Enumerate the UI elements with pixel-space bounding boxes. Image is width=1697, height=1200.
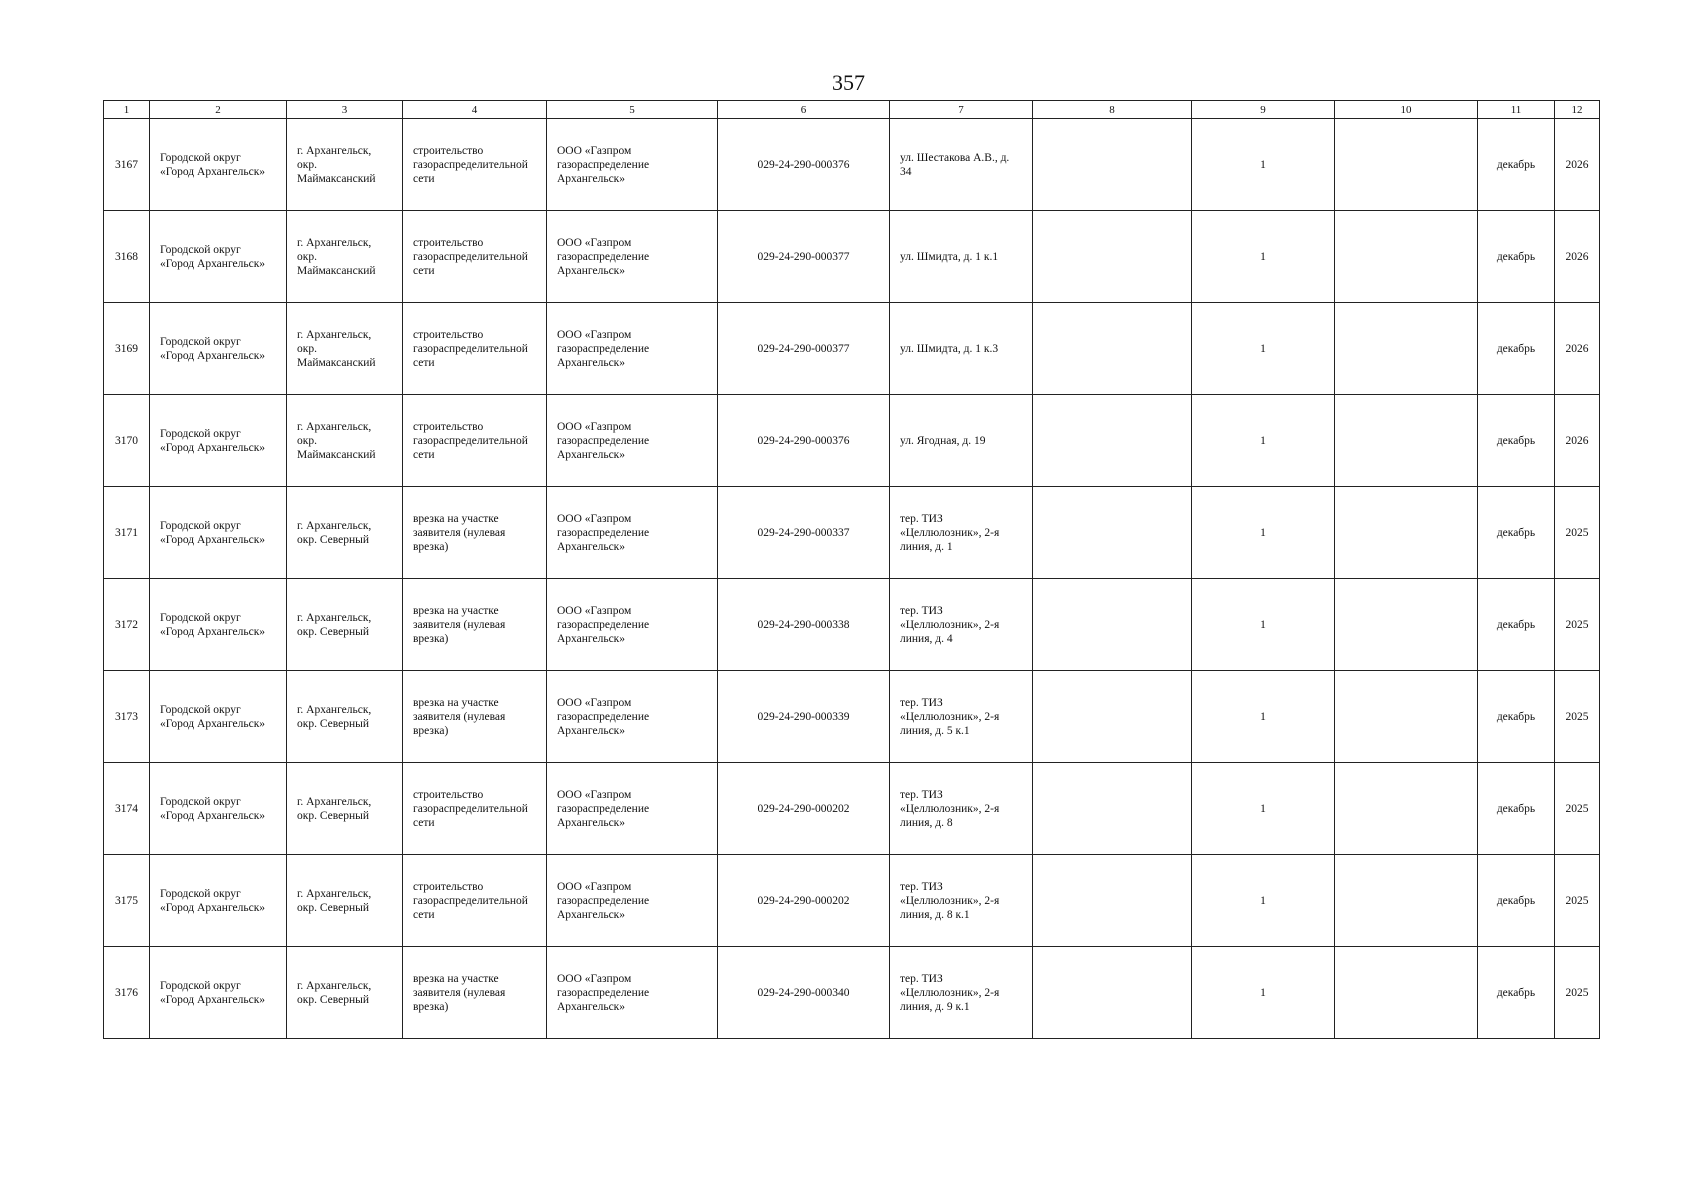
organization-cell: ООО «Газпром газораспределение Архангельск» — [547, 947, 718, 1039]
month-cell: декабрь — [1478, 579, 1555, 671]
code-cell: 029-24-290-000377 — [718, 211, 890, 303]
table-row — [104, 947, 1600, 1039]
address-cell: тер. ТИЗ «Целлюлозник», 2-я линия, д. 1 — [890, 487, 1033, 579]
month-cell: декабрь — [1478, 211, 1555, 303]
empty-cell — [1335, 119, 1478, 211]
table-row — [104, 119, 1600, 211]
month-cell: декабрь — [1478, 763, 1555, 855]
quantity-cell: 1 — [1192, 211, 1335, 303]
code-cell: 029-24-290-000339 — [718, 671, 890, 763]
locality-cell: г. Архангельск, окр. Маймаксанский — [287, 303, 403, 395]
table-row — [104, 855, 1600, 947]
organization-cell: ООО «Газпром газораспределение Архангельск» — [547, 211, 718, 303]
year-cell: 2026 — [1555, 119, 1600, 211]
row-number: 3176 — [104, 947, 150, 1039]
address-cell: тер. ТИЗ «Целлюлозник», 2-я линия, д. 8 к.1 — [890, 855, 1033, 947]
locality-cell: г. Архангельск, окр. Северный — [287, 579, 403, 671]
year-cell: 2025 — [1555, 579, 1600, 671]
month-cell: декабрь — [1478, 947, 1555, 1039]
quantity-cell: 1 — [1192, 119, 1335, 211]
empty-cell — [1033, 303, 1192, 395]
empty-cell — [1033, 671, 1192, 763]
column-number: 2 — [150, 101, 287, 119]
organization-cell: ООО «Газпром газораспределение Архангельск» — [547, 763, 718, 855]
address-cell: тер. ТИЗ «Целлюлозник», 2-я линия, д. 5 к.1 — [890, 671, 1033, 763]
address-cell: тер. ТИЗ «Целлюлозник», 2-я линия, д. 8 — [890, 763, 1033, 855]
month-cell: декабрь — [1478, 487, 1555, 579]
quantity-cell: 1 — [1192, 855, 1335, 947]
column-number-row — [104, 101, 1600, 119]
municipality-cell: Городской округ «Город Архангельск» — [150, 487, 287, 579]
row-number: 3174 — [104, 763, 150, 855]
empty-cell — [1335, 671, 1478, 763]
municipality-cell: Городской округ «Город Архангельск» — [150, 211, 287, 303]
code-cell: 029-24-290-000340 — [718, 947, 890, 1039]
municipality-cell: Городской округ «Город Архангельск» — [150, 763, 287, 855]
organization-cell: ООО «Газпром газораспределение Архангельск» — [547, 119, 718, 211]
column-number: 8 — [1033, 101, 1192, 119]
empty-cell — [1033, 947, 1192, 1039]
column-number: 1 — [104, 101, 150, 119]
row-number: 3173 — [104, 671, 150, 763]
table-row — [104, 211, 1600, 303]
empty-cell — [1335, 211, 1478, 303]
empty-cell — [1033, 487, 1192, 579]
organization-cell: ООО «Газпром газораспределение Архангельск» — [547, 487, 718, 579]
locality-cell: г. Архангельск, окр. Северный — [287, 671, 403, 763]
row-number: 3172 — [104, 579, 150, 671]
year-cell: 2026 — [1555, 395, 1600, 487]
address-cell: ул. Ягодная, д. 19 — [890, 395, 1033, 487]
row-number: 3171 — [104, 487, 150, 579]
row-number: 3167 — [104, 119, 150, 211]
code-cell: 029-24-290-000377 — [718, 303, 890, 395]
quantity-cell: 1 — [1192, 763, 1335, 855]
organization-cell: ООО «Газпром газораспределение Архангельск» — [547, 855, 718, 947]
empty-cell — [1033, 119, 1192, 211]
empty-cell — [1335, 579, 1478, 671]
organization-cell: ООО «Газпром газораспределение Архангельск» — [547, 579, 718, 671]
column-number: 6 — [718, 101, 890, 119]
column-number: 9 — [1192, 101, 1335, 119]
address-cell: тер. ТИЗ «Целлюлозник», 2-я линия, д. 9 к.1 — [890, 947, 1033, 1039]
municipality-cell: Городской округ «Город Архангельск» — [150, 395, 287, 487]
locality-cell: г. Архангельск, окр. Маймаксанский — [287, 395, 403, 487]
work-type-cell: врезка на участке заявителя (нулевая врезка) — [403, 947, 547, 1039]
quantity-cell: 1 — [1192, 303, 1335, 395]
year-cell: 2025 — [1555, 671, 1600, 763]
column-number: 5 — [547, 101, 718, 119]
work-type-cell: врезка на участке заявителя (нулевая врезка) — [403, 487, 547, 579]
code-cell: 029-24-290-000337 — [718, 487, 890, 579]
page-number: 357 — [832, 70, 865, 95]
table-row — [104, 395, 1600, 487]
row-number: 3170 — [104, 395, 150, 487]
locality-cell: г. Архангельск, окр. Северный — [287, 947, 403, 1039]
address-cell: ул. Шмидта, д. 1 к.3 — [890, 303, 1033, 395]
locality-cell: г. Архангельск, окр. Северный — [287, 763, 403, 855]
locality-cell: г. Архангельск, окр. Северный — [287, 487, 403, 579]
column-number: 12 — [1555, 101, 1600, 119]
work-type-cell: строительство газораспределительной сети — [403, 303, 547, 395]
organization-cell: ООО «Газпром газораспределение Архангельск» — [547, 671, 718, 763]
quantity-cell: 1 — [1192, 579, 1335, 671]
year-cell: 2026 — [1555, 303, 1600, 395]
data-table — [103, 100, 1600, 1039]
empty-cell — [1335, 487, 1478, 579]
code-cell: 029-24-290-000376 — [718, 395, 890, 487]
row-number: 3175 — [104, 855, 150, 947]
municipality-cell: Городской округ «Город Архангельск» — [150, 579, 287, 671]
work-type-cell: врезка на участке заявителя (нулевая врезка) — [403, 671, 547, 763]
column-number: 7 — [890, 101, 1033, 119]
column-number: 4 — [403, 101, 547, 119]
year-cell: 2026 — [1555, 211, 1600, 303]
empty-cell — [1033, 763, 1192, 855]
municipality-cell: Городской округ «Город Архангельск» — [150, 303, 287, 395]
row-number: 3168 — [104, 211, 150, 303]
month-cell: декабрь — [1478, 303, 1555, 395]
empty-cell — [1033, 395, 1192, 487]
municipality-cell: Городской округ «Город Архангельск» — [150, 671, 287, 763]
month-cell: декабрь — [1478, 855, 1555, 947]
locality-cell: г. Архангельск, окр. Маймаксанский — [287, 211, 403, 303]
municipality-cell: Городской округ «Город Архангельск» — [150, 855, 287, 947]
municipality-cell: Городской округ «Город Архангельск» — [150, 119, 287, 211]
table-row — [104, 303, 1600, 395]
table-row — [104, 671, 1600, 763]
empty-cell — [1033, 211, 1192, 303]
code-cell: 029-24-290-000202 — [718, 763, 890, 855]
empty-cell — [1335, 303, 1478, 395]
quantity-cell: 1 — [1192, 947, 1335, 1039]
quantity-cell: 1 — [1192, 671, 1335, 763]
address-cell: ул. Шмидта, д. 1 к.1 — [890, 211, 1033, 303]
month-cell: декабрь — [1478, 671, 1555, 763]
work-type-cell: врезка на участке заявителя (нулевая врезка) — [403, 579, 547, 671]
work-type-cell: строительство газораспределительной сети — [403, 119, 547, 211]
locality-cell: г. Архангельск, окр. Маймаксанский — [287, 119, 403, 211]
work-type-cell: строительство газораспределительной сети — [403, 855, 547, 947]
table-row — [104, 487, 1600, 579]
year-cell: 2025 — [1555, 487, 1600, 579]
work-type-cell: строительство газораспределительной сети — [403, 763, 547, 855]
address-cell: ул. Шестакова А.В., д. 34 — [890, 119, 1033, 211]
column-number: 3 — [287, 101, 403, 119]
organization-cell: ООО «Газпром газораспределение Архангельск» — [547, 303, 718, 395]
year-cell: 2025 — [1555, 763, 1600, 855]
empty-cell — [1033, 855, 1192, 947]
code-cell: 029-24-290-000338 — [718, 579, 890, 671]
column-number: 11 — [1478, 101, 1555, 119]
work-type-cell: строительство газораспределительной сети — [403, 211, 547, 303]
year-cell: 2025 — [1555, 855, 1600, 947]
table-row — [104, 763, 1600, 855]
locality-cell: г. Архангельск, окр. Северный — [287, 855, 403, 947]
empty-cell — [1033, 579, 1192, 671]
month-cell: декабрь — [1478, 395, 1555, 487]
column-number: 10 — [1335, 101, 1478, 119]
empty-cell — [1335, 395, 1478, 487]
month-cell: декабрь — [1478, 119, 1555, 211]
empty-cell — [1335, 947, 1478, 1039]
empty-cell — [1335, 763, 1478, 855]
code-cell: 029-24-290-000376 — [718, 119, 890, 211]
quantity-cell: 1 — [1192, 395, 1335, 487]
work-type-cell: строительство газораспределительной сети — [403, 395, 547, 487]
row-number: 3169 — [104, 303, 150, 395]
municipality-cell: Городской округ «Город Архангельск» — [150, 947, 287, 1039]
year-cell: 2025 — [1555, 947, 1600, 1039]
address-cell: тер. ТИЗ «Целлюлозник», 2-я линия, д. 4 — [890, 579, 1033, 671]
table-row — [104, 579, 1600, 671]
organization-cell: ООО «Газпром газораспределение Архангельск» — [547, 395, 718, 487]
quantity-cell: 1 — [1192, 487, 1335, 579]
empty-cell — [1335, 855, 1478, 947]
code-cell: 029-24-290-000202 — [718, 855, 890, 947]
